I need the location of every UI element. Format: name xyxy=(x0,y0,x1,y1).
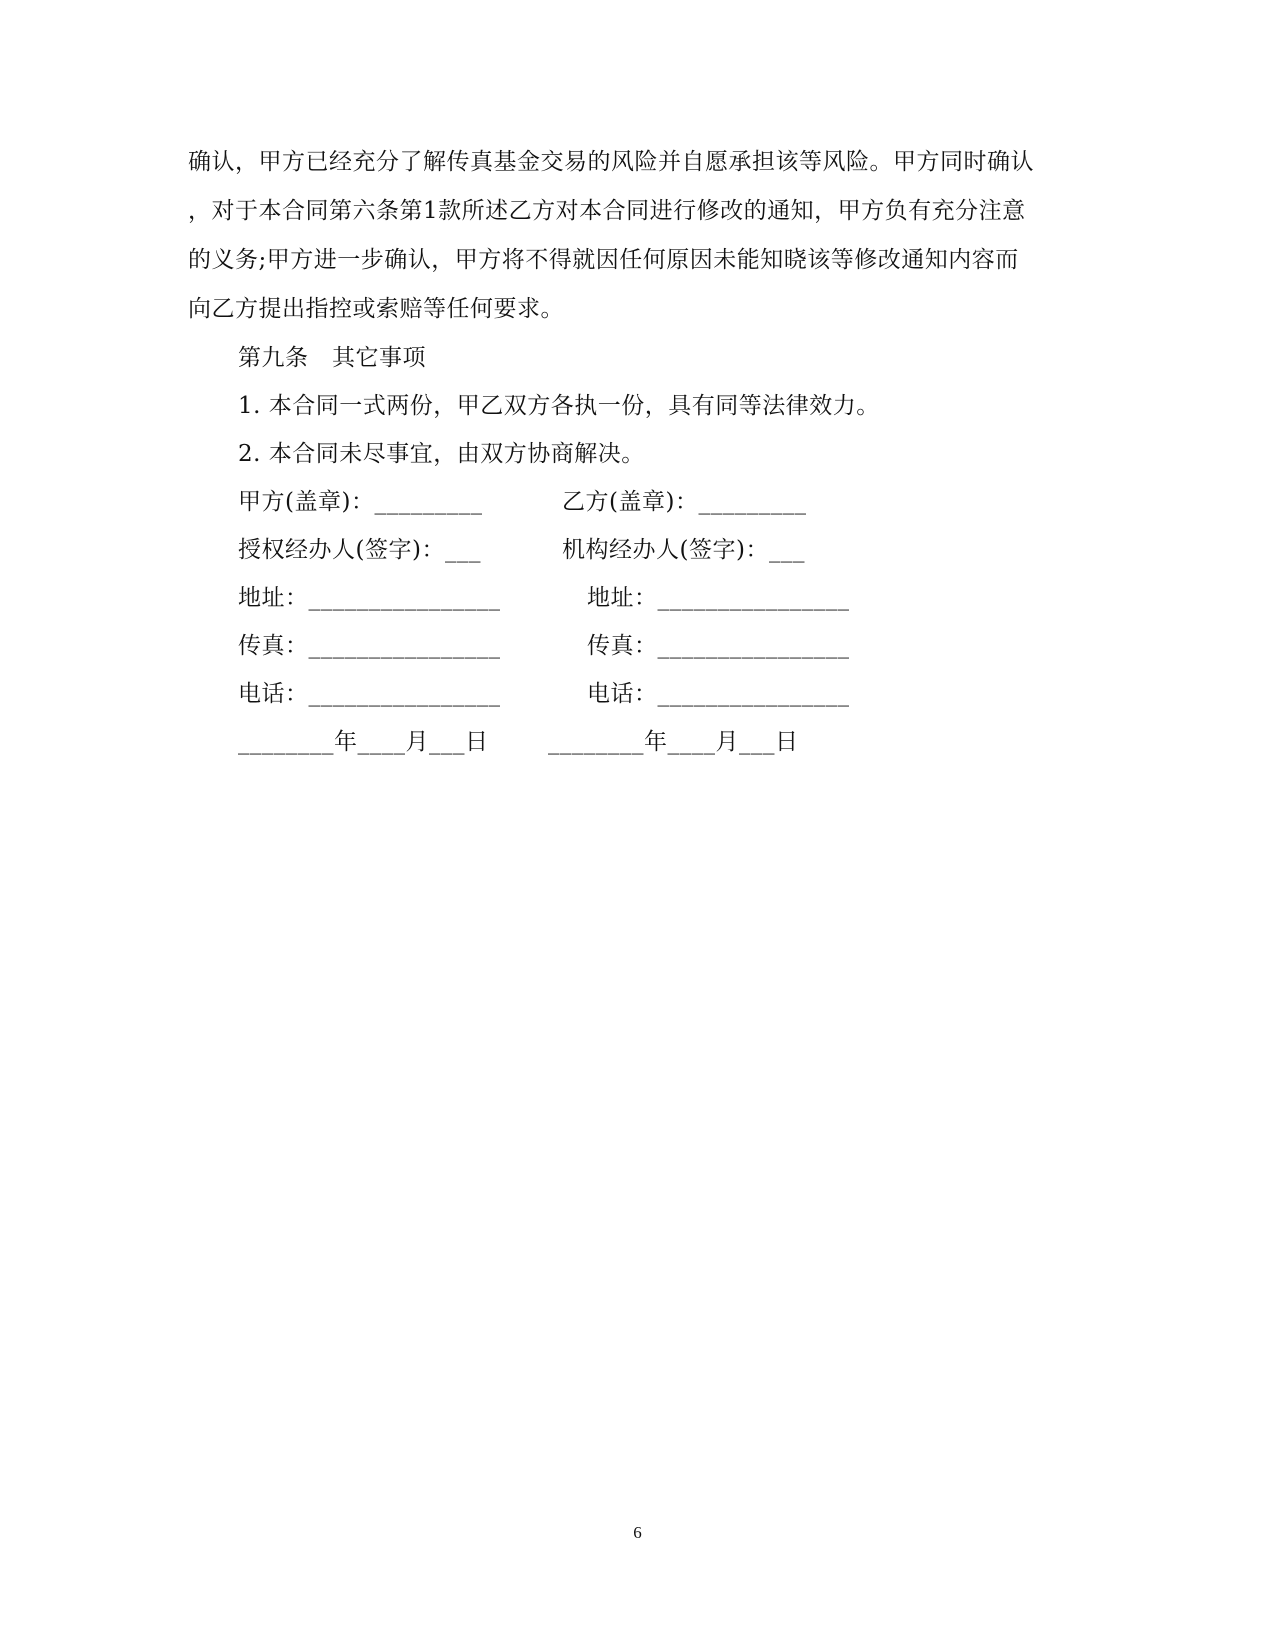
page-number: 6 xyxy=(633,1523,642,1542)
party-b-agent: 机构经办人(签字)：___ xyxy=(562,537,805,563)
date-a: ________年____月___日 xyxy=(238,729,489,755)
paragraph-line-2: ，对于本合同第六条第1款所述乙方对本合同进行修改的通知，甲方负有充分注意 xyxy=(188,198,1026,224)
phone-b: 电话：________________ xyxy=(587,681,850,707)
party-a-seal: 甲方(盖章)：_________ xyxy=(238,489,483,515)
party-a-agent: 授权经办人(签字)：___ xyxy=(238,537,481,563)
date-b: ________年____月___日 xyxy=(548,729,799,755)
fax-b: 传真：________________ xyxy=(587,633,850,659)
address-a: 地址：________________ xyxy=(238,585,501,611)
paragraph-line-1: 确认，甲方已经充分了解传真基金交易的风险并自愿承担该等风险。甲方同时确认 xyxy=(188,149,1034,175)
party-b-seal: 乙方(盖章)：_________ xyxy=(562,489,807,515)
item-2: 2. 本合同未尽事宜，由双方协商解决。 xyxy=(238,441,645,467)
item-1: 1. 本合同一式两份，甲乙双方各执一份，具有同等法律效力。 xyxy=(238,393,880,419)
phone-a: 电话：________________ xyxy=(238,681,501,707)
fax-a: 传真：________________ xyxy=(238,633,501,659)
section-title: 第九条 其它事项 xyxy=(238,345,426,371)
paragraph-line-3: 的义务;甲方进一步确认，甲方将不得就因任何原因未能知晓该等修改通知内容而 xyxy=(188,247,1019,273)
paragraph-line-4: 向乙方提出指控或索赔等任何要求。 xyxy=(188,296,564,322)
address-b: 地址：________________ xyxy=(587,585,850,611)
